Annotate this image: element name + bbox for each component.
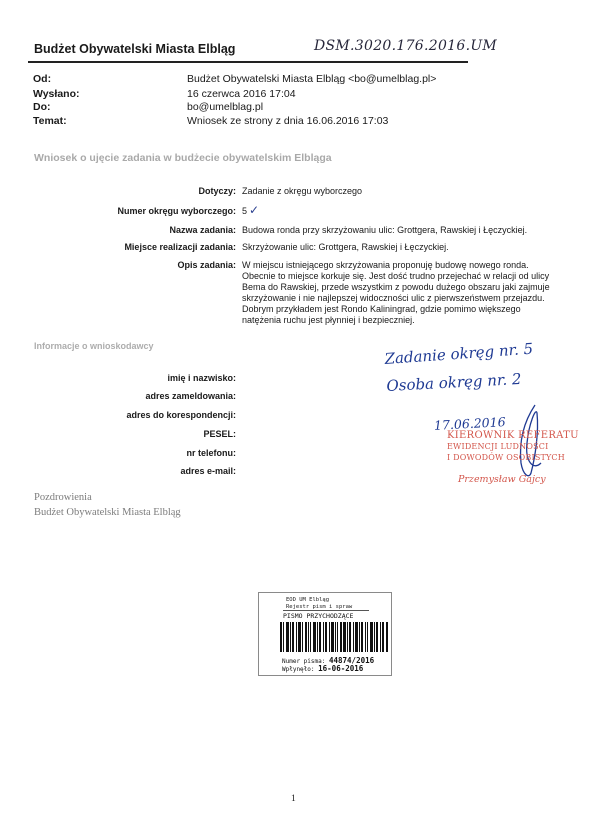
barcode (279, 622, 389, 652)
field-value: Zadanie z okręgu wyborczego (242, 186, 363, 196)
handwritten-reference-number: DSM.3020.176.2016.UM (314, 38, 498, 54)
applicant-field (34, 448, 236, 460)
field-nazwa-zadania (34, 225, 236, 237)
closing-signature: Budżet Obywatelski Miasta Elbląg (34, 507, 181, 518)
form-heading: Wniosek o ujęcie zadania w budżecie obywatelskim Elbląga (34, 152, 332, 164)
intake-date: 16-06-2016 (318, 664, 364, 673)
field-value: Skrzyżowanie ulic: Grottgera, Rawskiej i Łęczyckiej. (242, 242, 449, 252)
field-label: Opis zadania: (177, 260, 236, 270)
applicant-label-email: adres e-mail: (180, 466, 236, 476)
applicant-field (34, 410, 236, 422)
description-text (242, 260, 560, 326)
field-label: Nazwa zadania: (169, 225, 236, 235)
email-subject-label: Temat: (33, 115, 67, 127)
intake-date-row (282, 664, 363, 673)
description-line: Dobrym przykładem jest Rondo Kaliningrad, gdzie pomimo większego (242, 304, 521, 314)
description-line: W miejscu istniejącego skrzyżowania proponuję budowę nowego ronda. (242, 260, 529, 270)
email-subject-value: Wniosek ze strony z dnia 16.06.2016 17:03 (187, 115, 389, 127)
applicant-label-pesel: PESEL: (203, 429, 236, 439)
field-value: Budowa ronda przy skrzyżowaniu ulic: Grottgera, Rawskiej i Łęczyckiej. (242, 225, 528, 235)
intake-label-register: Rejestr pism i spraw (286, 604, 353, 610)
email-subject-row (33, 115, 463, 129)
field-label: Miejsce realizacji zadania: (124, 242, 236, 252)
email-sent-value: 16 czerwca 2016 17:04 (187, 88, 296, 100)
intake-number-label: Numer pisma: (282, 658, 326, 665)
email-sent-label: Wysłano: (33, 88, 80, 100)
description-line: Obecnie to miejsce korkuje się. Jest dość trudno przejechać w relacji od ulicy (242, 271, 550, 281)
field-miejsce-realizacji (34, 242, 236, 254)
applicant-field (34, 373, 236, 385)
checkmark-icon: ✓ (249, 203, 260, 217)
handwritten-date: 17.06.2016 (433, 414, 506, 433)
applicant-label-correspondence-address: adres do korespondencji: (126, 410, 236, 420)
description-line: natężenia ruchu jest płynniej i bezpieczniej. (242, 315, 415, 325)
description-line: skrzyżowanie i nie najlepszej widoczności ulic z pierwszeństwem przejazdu. (242, 293, 545, 303)
description-line: Bema do Rawskiej, przede wszystkim z powodu dużego obszaru jaki zajmuje (242, 282, 550, 292)
email-from-label: Od: (33, 73, 52, 85)
field-dotyczy (34, 186, 236, 198)
field-label: Dotyczy: (198, 186, 236, 196)
intake-number: 44874/2016 (328, 656, 375, 665)
stamp-title: KIEROWNIK REFERATU (447, 430, 579, 441)
stamp-name: Przemysław Gajcy (458, 474, 546, 485)
applicant-label-name: imię i nazwisko: (167, 373, 236, 383)
applicant-field (34, 466, 236, 478)
applicant-heading: Informacje o wnioskodawcy (34, 341, 154, 351)
email-to-row (33, 101, 463, 115)
field-numer-okregu (34, 206, 236, 218)
email-from-value: Budżet Obywatelski Miasta Elbląg <bo@umelblag.pl> (187, 73, 437, 85)
stamp-department-line2: I DOWODÓW OSOBISTYCH (447, 453, 565, 462)
header-divider (28, 61, 468, 63)
field-value: 5 (242, 206, 248, 216)
field-opis-zadania (34, 260, 236, 272)
intake-label-type: PISMO PRZYCHODZĄCE (283, 610, 369, 620)
applicant-label-registered-address: adres zameldowania: (145, 391, 236, 401)
closing-greeting: Pozdrowienia (34, 492, 92, 503)
email-to-label: Do: (33, 101, 51, 113)
applicant-field (34, 391, 236, 403)
email-to-value: bo@umelblag.pl (187, 101, 264, 113)
field-label: Numer okręgu wyborczego: (117, 206, 236, 216)
handwritten-note-task-district: Zadanie okręg nr. 5 (384, 339, 534, 368)
intake-date-label: Wpłynęło: (282, 666, 315, 673)
applicant-label-phone: nr telefonu: (186, 448, 236, 458)
intake-label (258, 592, 392, 676)
document-title: Budżet Obywatelski Miasta Elbląg (34, 42, 236, 56)
email-sent-row (33, 88, 463, 102)
email-from-row (33, 73, 463, 87)
applicant-field (34, 429, 236, 441)
stamp-department-line1: EWIDENCJI LUDNOŚCI (447, 442, 549, 451)
page-number: 1 (291, 794, 296, 804)
handwritten-note-person-district: Osoba okręg nr. 2 (386, 369, 522, 395)
intake-label-office: EOD UM Elbląg (286, 597, 330, 603)
